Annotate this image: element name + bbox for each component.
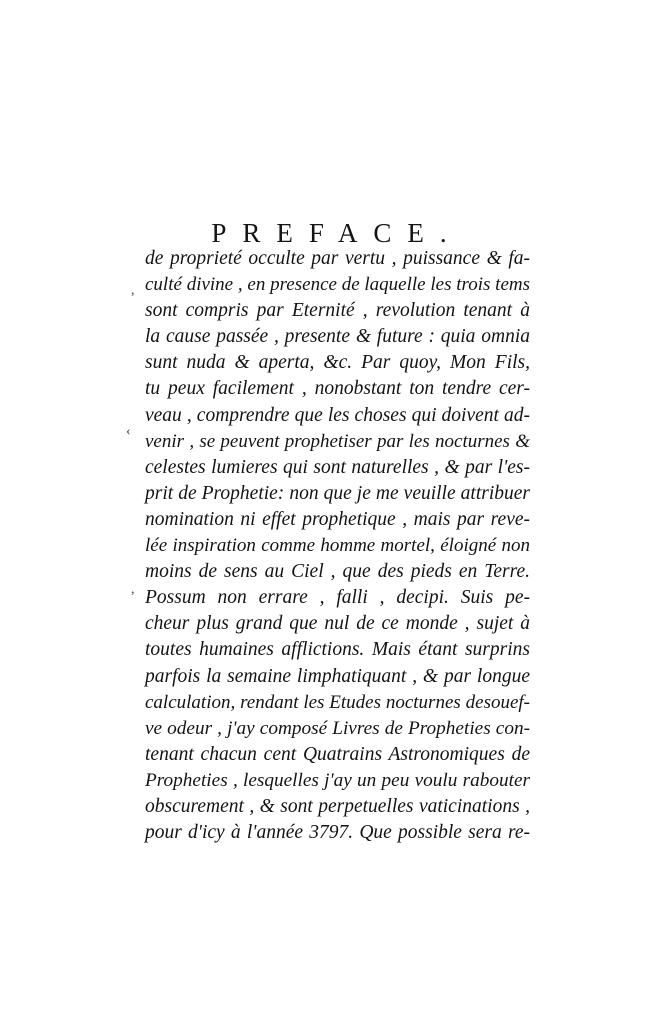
text-line: tenant chacun cent Quatrains Astronomiques de (145, 743, 530, 765)
body-text (145, 246, 530, 846)
text-line: lée inspiration comme homme mortel, éloigné non (145, 535, 530, 557)
margin-mark: , (131, 283, 135, 298)
page-heading: PREFACE. (211, 218, 463, 248)
text-line: la cause passée , presente & future : quia omnia (145, 326, 530, 348)
text-line: prit de Prophetie: non que je me veuille attribuer (145, 482, 530, 504)
text-line: de proprieté occulte par vertu , puissance & fa- (145, 248, 530, 269)
text-line: culté divine , en presence de laquelle les trois tems (145, 274, 530, 296)
text-line: obscurement , & sont perpetuelles vaticinations , (145, 795, 530, 817)
text-line: pour d'icy à l'année 3797. Que possible sera re- (145, 822, 530, 844)
text-line: veau , comprendre que les choses qui doivent ad- (145, 404, 530, 426)
margin-mark: ‹ (126, 424, 131, 439)
text-line: sont compris par Eternité , revolution tenant à (145, 300, 530, 322)
text-line: Propheties , lesquelles j'ay un peu voulu rabouter (145, 769, 530, 791)
text-line: nomination ni effet prophetique , mais par reve- (145, 508, 530, 530)
text-line: parfois la semaine limphatiquant , & par longue (145, 665, 530, 687)
text-line: cheur plus grand que nul de ce monde , sujet à (145, 613, 530, 635)
text-line: venir , se peuvent prophetiser par les nocturnes & (145, 430, 530, 452)
margin-mark: , (131, 582, 135, 597)
text-line: toutes humaines afflictions. Mais étant surprins (145, 639, 530, 661)
text-line: celestes lumieres qui sont naturelles , & par l'es- (145, 456, 530, 478)
text-line: ve odeur , j'ay composé Livres de Propheties con- (145, 717, 530, 739)
text-line: calculation, rendant les Etudes nocturnes desouef- (145, 691, 530, 713)
text-line: sunt nuda & aperta, &c. Par quoy, Mon Fils, (145, 352, 530, 374)
text-line: Possum non errare , falli , decipi. Suis pe- (145, 587, 530, 609)
text-line: tu peux facilement , nonobstant ton tendre cer- (145, 378, 530, 400)
text-line: moins de sens au Ciel , que des pieds en Terre. (145, 561, 530, 583)
